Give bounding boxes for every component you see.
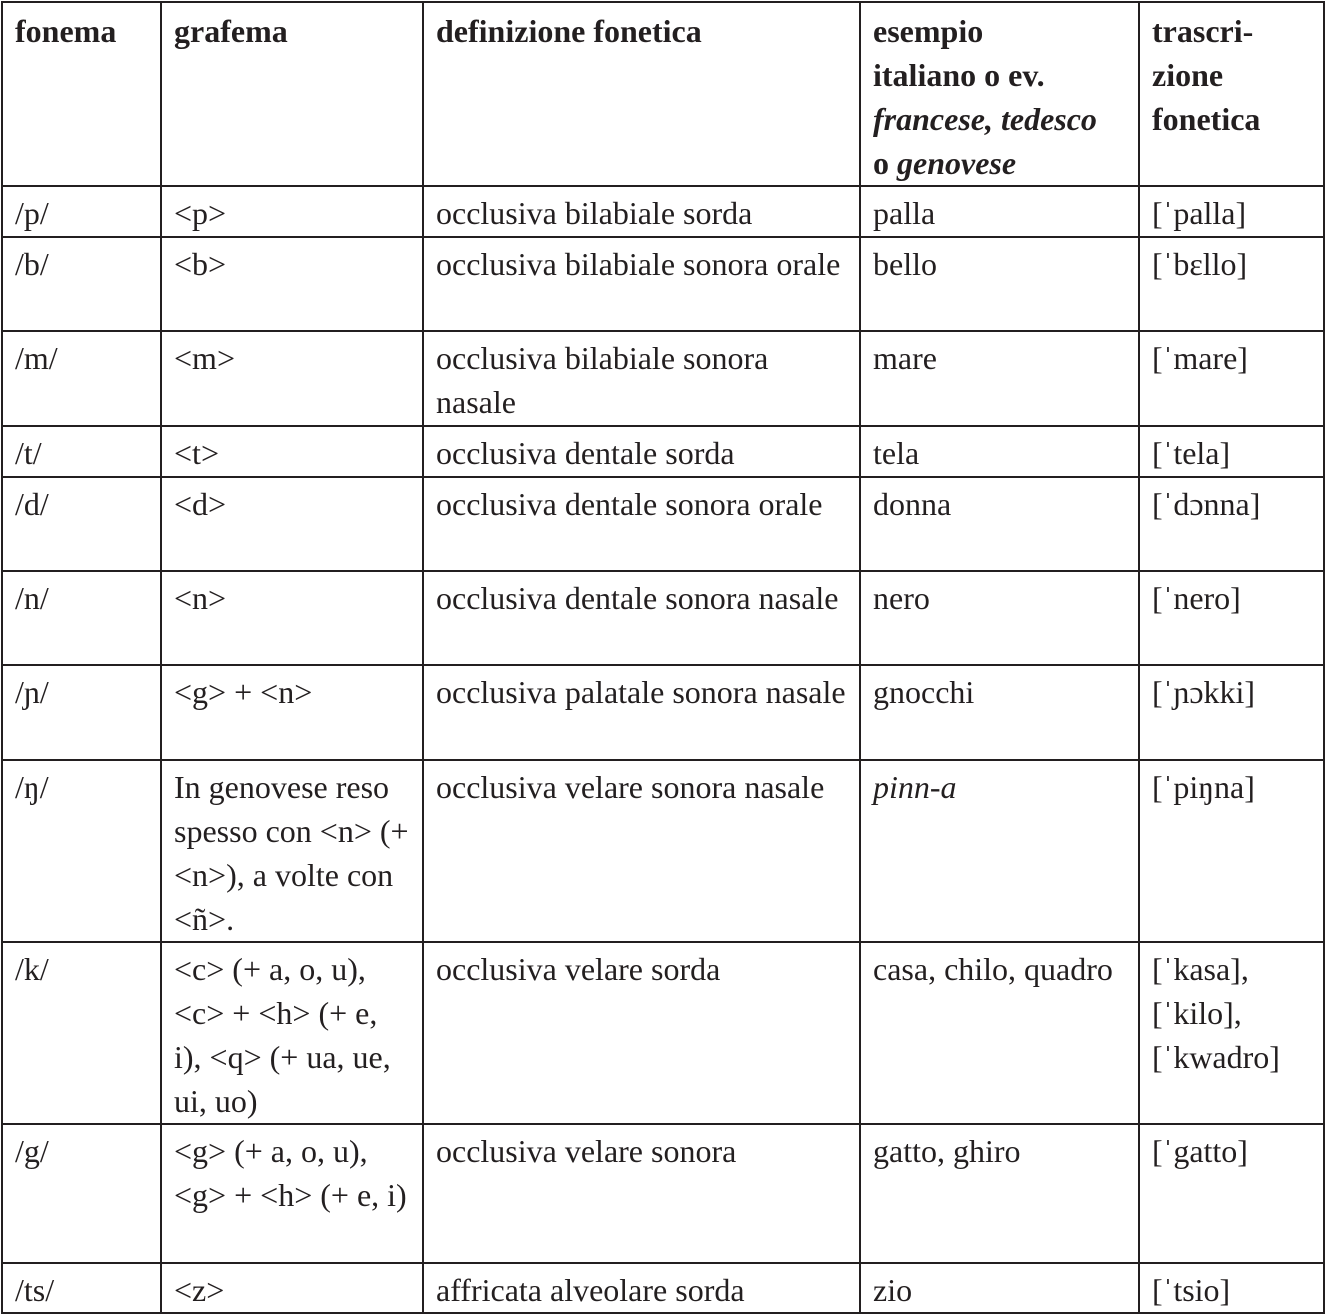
cell-esempio: zio: [860, 1263, 1139, 1313]
header-row: [2, 2, 1324, 186]
cell-definizione: occlusiva bilabiale sonora nasale: [423, 331, 860, 426]
cell-grafema: <m>: [161, 331, 423, 426]
table-row: [2, 1124, 1324, 1263]
header-fonema: fonema: [2, 2, 161, 186]
cell-esempio: tela: [860, 426, 1139, 477]
header-esempio-line4: o: [873, 145, 897, 181]
table-row: [2, 477, 1324, 571]
cell-grafema: <g> (+ a, o, u), <g> + <h> (+ e, i): [161, 1124, 423, 1263]
table-row: [2, 571, 1324, 665]
cell-fonema: /d/: [2, 477, 161, 571]
cell-fonema: /ŋ/: [2, 760, 161, 942]
cell-esempio: palla: [860, 186, 1139, 237]
cell-trascrizione: [1139, 942, 1324, 1124]
cell-fonema: /k/: [2, 942, 161, 1124]
cell-trascrizione: [ˈpalla]: [1139, 186, 1324, 237]
cell-esempio: gnocchi: [860, 665, 1139, 760]
cell-esempio: mare: [860, 331, 1139, 426]
cell-grafema: <n>: [161, 571, 423, 665]
table-row: [2, 665, 1324, 760]
header-trascrizione-line3: fonetica: [1152, 101, 1261, 137]
header-grafema: grafema: [161, 2, 423, 186]
header-trascrizione: [1139, 2, 1324, 186]
cell-definizione: occlusiva dentale sorda: [423, 426, 860, 477]
table-row: [2, 1263, 1324, 1313]
cell-grafema: <c> (+ a, o, u), <c> + <h> (+ e, i), <q> (+ ua, ue, ui, uo): [161, 942, 423, 1124]
cell-trascrizione-line2: [ˈkilo],: [1152, 995, 1242, 1031]
cell-esempio: casa, chilo, quadro: [860, 942, 1139, 1124]
cell-definizione: occlusiva dentale sonora orale: [423, 477, 860, 571]
header-esempio-line2: italiano o ev.: [873, 57, 1045, 93]
cell-fonema: /ɲ/: [2, 665, 161, 760]
cell-grafema: <p>: [161, 186, 423, 237]
cell-esempio: bello: [860, 237, 1139, 331]
table-row: [2, 331, 1324, 426]
cell-grafema: In genovese reso spesso con <n> (+ <n>), a volte con <ñ>.: [161, 760, 423, 942]
table-row: [2, 426, 1324, 477]
header-esempio-line4-italic: genovese: [897, 145, 1017, 181]
cell-definizione: occlusiva palatale sonora nasale: [423, 665, 860, 760]
header-esempio-line3: francese, tedesco: [873, 101, 1097, 137]
cell-trascrizione: [ˈgatto]: [1139, 1124, 1324, 1263]
table-row: [2, 942, 1324, 1124]
header-esempio: [860, 2, 1139, 186]
cell-trascrizione: [ˈpiŋna]: [1139, 760, 1324, 942]
cell-definizione: occlusiva velare sorda: [423, 942, 860, 1124]
cell-esempio: pinn-a: [860, 760, 1139, 942]
cell-grafema: <t>: [161, 426, 423, 477]
cell-fonema: /b/: [2, 237, 161, 331]
header-esempio-line1: esempio: [873, 13, 984, 49]
cell-esempio: nero: [860, 571, 1139, 665]
cell-trascrizione: [ˈtsio]: [1139, 1263, 1324, 1313]
cell-fonema: /g/: [2, 1124, 161, 1263]
table-row: [2, 186, 1324, 237]
cell-trascrizione: [ˈɲɔkki]: [1139, 665, 1324, 760]
cell-trascrizione: [ˈmare]: [1139, 331, 1324, 426]
cell-esempio: donna: [860, 477, 1139, 571]
cell-fonema: /n/: [2, 571, 161, 665]
cell-trascrizione: [ˈnero]: [1139, 571, 1324, 665]
cell-fonema: /m/: [2, 331, 161, 426]
cell-fonema: /t/: [2, 426, 161, 477]
cell-grafema: <d>: [161, 477, 423, 571]
cell-esempio: gatto, ghiro: [860, 1124, 1139, 1263]
cell-definizione: affricata alveolare sorda: [423, 1263, 860, 1313]
cell-trascrizione: [ˈdɔnna]: [1139, 477, 1324, 571]
cell-grafema: <z>: [161, 1263, 423, 1313]
cell-definizione: occlusiva velare sonora nasale: [423, 760, 860, 942]
cell-definizione: occlusiva bilabiale sonora orale: [423, 237, 860, 331]
cell-definizione: occlusiva velare sonora: [423, 1124, 860, 1263]
table-row: [2, 237, 1324, 331]
cell-trascrizione: [ˈbɛllo]: [1139, 237, 1324, 331]
table-row: [2, 760, 1324, 942]
cell-fonema: /p/: [2, 186, 161, 237]
phoneme-table: [1, 1, 1325, 1314]
cell-trascrizione-line3: [ˈkwadro]: [1152, 1039, 1280, 1075]
cell-definizione: occlusiva bilabiale sorda: [423, 186, 860, 237]
header-trascrizione-line1: trascri-: [1152, 13, 1254, 49]
cell-grafema: <g> + <n>: [161, 665, 423, 760]
cell-grafema: <b>: [161, 237, 423, 331]
header-definizione: definizione fonetica: [423, 2, 860, 186]
cell-definizione: occlusiva dentale sonora nasale: [423, 571, 860, 665]
cell-fonema: /ts/: [2, 1263, 161, 1313]
header-trascrizione-line2: zione: [1152, 57, 1224, 93]
cell-trascrizione: [ˈtela]: [1139, 426, 1324, 477]
cell-trascrizione-line1: [ˈkasa],: [1152, 951, 1249, 987]
